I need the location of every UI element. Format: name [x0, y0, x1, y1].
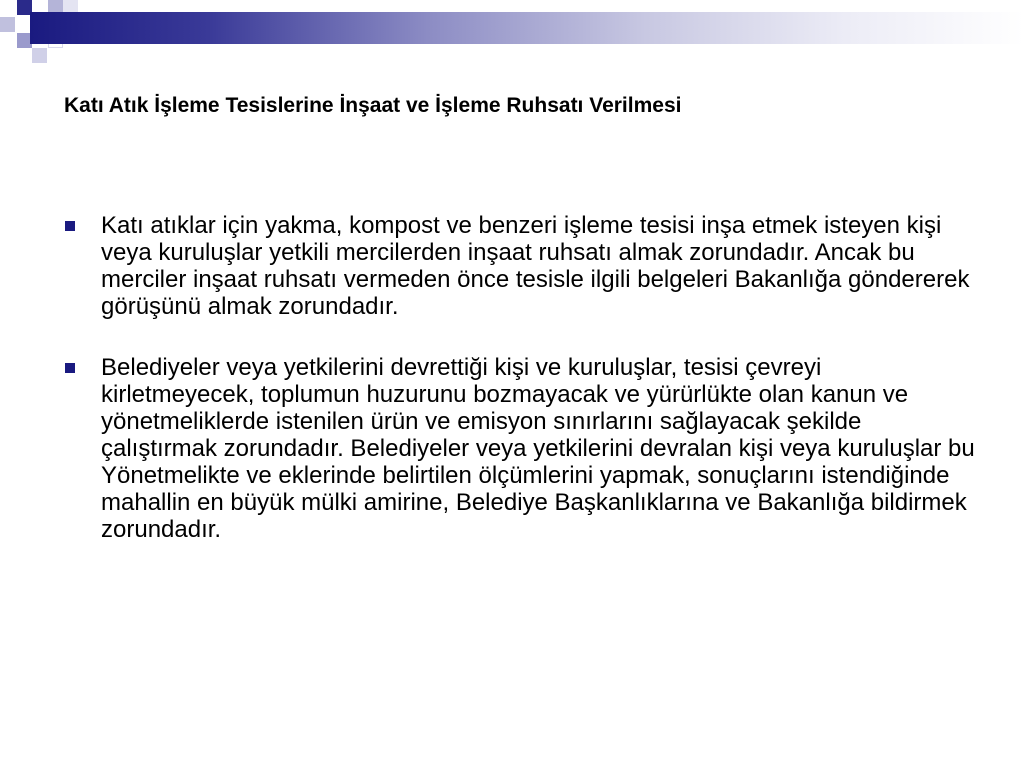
slide-title: Katı Atık İşleme Tesislerine İnşaat ve İşleme Ruhsatı Verilmesi: [64, 94, 682, 117]
bullet-text: Belediyeler veya yetkilerini devrettiği kişi ve kuruluşlar, tesisi çevreyi kirletmeyecek, toplumun huzurunu bozmayacak ve yürürlükte olan kanun ve yönetmeliklerde istenilen ürün ve emisyon sınırlarını sağlayacak şekilde çalıştırmak zorundadır. Belediyeler veya yetkilerini devralan kişi veya kuruluşlar bu Yönetmelikte ve eklerinde belirtilen ölçümlerini yapmak, sonuçlarını istendiğinde mahallin en büyük mülki amirine, Belediye Başkanlıklarına ve Bakanlığa bildirmek zorundadır.: [101, 354, 975, 543]
decor-square: [32, 48, 47, 63]
bullet-item: [58, 354, 978, 543]
bullet-item: [58, 212, 978, 320]
bullet-text: Katı atıklar için yakma, kompost ve benzeri işleme tesisi inşa etmek isteyen kişi veya kuruluşlar yetkili mercilerden inşaat ruhsatı almak zorundadır. Ancak bu merciler inşaat ruhsatı vermeden önce tesisle ilgili belgeleri Bakanlığa göndererek görüşünü almak zorundadır.: [101, 212, 970, 320]
header-gradient-bar: [30, 12, 1024, 44]
decor-square: [0, 17, 15, 32]
square-bullet-icon: [65, 221, 75, 231]
square-bullet-icon: [65, 363, 75, 373]
bullet-list: [58, 212, 978, 577]
